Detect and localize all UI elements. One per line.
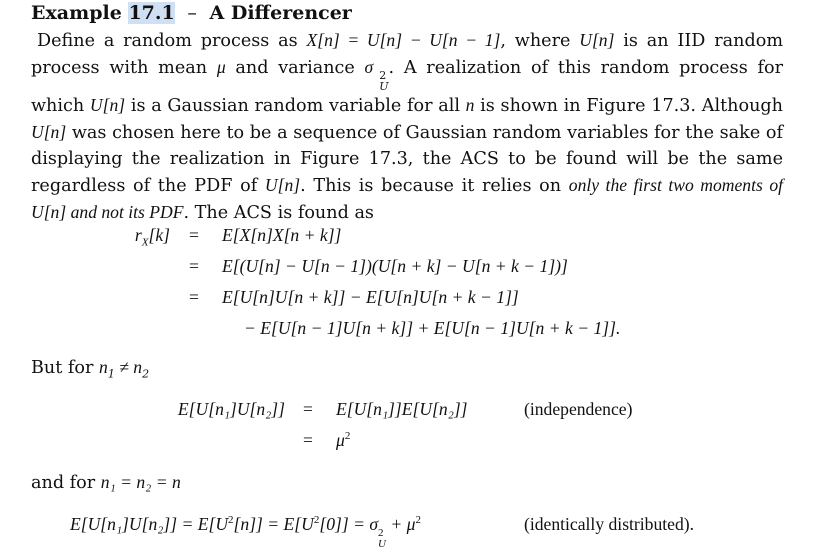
text-run: Define a random process as: [37, 31, 307, 51]
example-heading: [31, 2, 352, 24]
math-run: n: [465, 95, 475, 115]
math-run: U[n]: [264, 175, 301, 195]
example-title: A Differencer: [209, 2, 352, 24]
math-sup: 2: [379, 69, 387, 82]
example-number: 17.1: [128, 2, 175, 24]
math-run: X[n] = U[n] − U[n − 1]: [306, 30, 501, 50]
italic-run: only the first two moments of U[n] and not its PDF: [31, 175, 784, 222]
text-run: and variance: [225, 58, 365, 78]
heading-dash: –: [187, 2, 197, 24]
eq1-rel-2: =: [189, 256, 199, 276]
text-run: is a Gaussian random variable for all: [125, 96, 466, 116]
text-run: , where: [500, 31, 580, 51]
body-paragraph: [31, 27, 783, 226]
math-run: μ: [216, 57, 226, 77]
text-run: . The ACS is found as: [183, 203, 374, 223]
text-run: is shown in Figure 17.3. Although: [474, 96, 783, 116]
eq2-rel-2: =: [303, 430, 313, 450]
eq1-rel-1: =: [189, 225, 199, 245]
math-run: U[n]: [31, 122, 67, 142]
eq3-line: $E[U[n_1]U[n_2]] = E[U^2[n]] = E[U^2[0]] = \sigma$ 2 U + $\mu^2$: [70, 514, 422, 550]
eq1-line-1: E[X[n]X[n + k]]: [222, 225, 342, 245]
eq1-line-4: − E[U[n − 1]U[n + k]] + E[U[n − 1]U[n + k − 1]].: [244, 318, 621, 338]
but-for-text: But for $n_1 \ne n_2$: [31, 357, 150, 381]
example-label: Example: [31, 2, 122, 24]
text-run: is an IID random process with mean: [31, 31, 783, 78]
eq2-line-1: E[U[n₁]]E[U[n₂]]: [336, 399, 468, 419]
math-sub: U: [379, 80, 389, 93]
eq1-line-3: E[U[n]U[n + k]] − E[U[n]U[n + k − 1]]: [222, 287, 519, 307]
eq2-note: (independence): [524, 399, 633, 419]
text-run: . A realization of this random process for which: [31, 58, 783, 116]
and-for-text: and for n₁ = n₂ = n: [31, 472, 181, 493]
eq2-rel-1: =: [303, 399, 313, 419]
math-run: U[n]: [89, 95, 126, 115]
eq2-lhs: E[U[n₁]U[n₂]]: [177, 399, 285, 419]
math-run: U[n]: [579, 30, 615, 50]
eq3-note: (identically distributed).: [524, 514, 695, 534]
math-run: σ: [364, 57, 374, 77]
eq2-line-2: $\mu^2$: [336, 430, 351, 450]
eq1-lhs: $r_X[k]$: [134, 225, 170, 249]
text-run: was chosen here to be a sequence of Gaussian random variables for the sake of displaying the realization in Figure 17.3, the ACS to be found will be the same regardless of the PDF of: [31, 123, 783, 196]
eq1-rel-3: =: [189, 287, 199, 307]
eq1-line-2: E[(U[n] − U[n − 1])(U[n + k] − U[n + k − 1])]: [222, 256, 568, 276]
text-run: . This is because it relies on: [300, 176, 569, 196]
